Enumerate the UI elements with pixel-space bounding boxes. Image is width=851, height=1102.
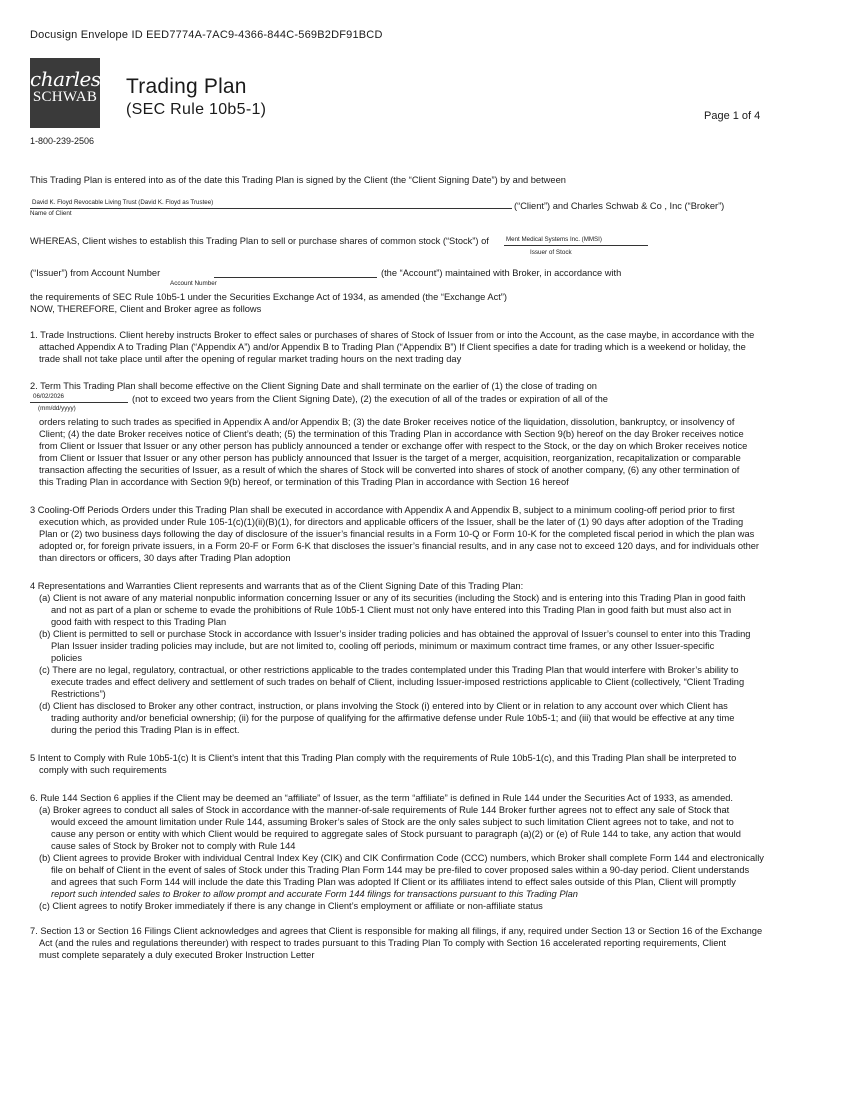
- section-6a-line: would exceed the amount limitation under Rule 144, assuming Broker’s sales of Stock are the only sales subject to such limitation Client agrees not to take, and not to: [51, 817, 734, 827]
- client-suffix: (“Client”) and Charles Schwab & Co , Inc (“Broker”): [514, 201, 725, 211]
- section-2-line-1: 2. Term This Trading Plan shall become effective on the Client Signing Date and shall terminate on the earlier of (1) the close of trading on: [30, 381, 597, 391]
- issuer-line: [504, 245, 648, 246]
- section-2-line-2: (not to exceed two years from the Client Signing Date), (2) the execution of all of the trades or expiration of all of the: [132, 394, 608, 404]
- section-6b-line: and agrees that such Form 144 will include the date this Trading Plan was adopted If Client or its affiliates intend to effect sales outside of this Plan, Client will promptly: [51, 877, 736, 887]
- section-3-line: 3 Cooling-Off Periods Orders under this Trading Plan shall be executed in accordance with Appendix A and Appendix B, subject to a minimum cooling-off period prior to first: [30, 505, 735, 515]
- section-6b-line: (b) Client agrees to provide Broker with individual Central Index Key (CIK) and CIK Confirmation Code (CCC) numbers, which Broker shall complete Form 144 and electronically: [39, 853, 764, 863]
- section-4a-line: (a) Client is not aware of any material nonpublic information concerning Issuer or any of its securities (including the Stock) and is entering into this Trading Plan in good faith: [39, 593, 746, 603]
- section-3-line: adopted or, for foreign private issuers, in a Form 20-F or Form 6-K that discloses the issuer’s financial results, and in any case not to exceed 120 days, and for individuals other: [39, 541, 760, 551]
- section-4d-line: during the period this Trading Plan is in effect.: [51, 725, 240, 735]
- section-6a-line: (a) Broker agrees to conduct all sales of Stock in accordance with the manner-of-sale requirements of Rule 144 Broker further agrees not to effect any sale of Stock that: [39, 805, 730, 815]
- intro-text: This Trading Plan is entered into as of the date this Trading Plan is signed by the Client (the “Client Signing Date”) by and between: [30, 175, 566, 185]
- logo-line-1: charles: [30, 67, 101, 91]
- section-5-line: comply with such requirements: [39, 765, 167, 775]
- section-6b-line: file on behalf of Client in the event of sales of Stock under this Trading Plan Form 144 may be pre-filed to cover proposed sales within a 90-day period. Client understands: [51, 865, 750, 875]
- whereas-text: WHEREAS, Client wishes to establish this Trading Plan to sell or purchase shares of common stock (“Stock”) of: [30, 236, 489, 246]
- section-2-line: orders relating to such trades as specified in Appendix A and/or Appendix B; (3) the date Broker receives notice of the liquidation, dissolution, bankruptcy, or insolvency of: [39, 417, 735, 427]
- section-4-heading: 4 Representations and Warranties Client represents and warrants that as of the Client Signing Date of this Trading Plan:: [30, 581, 524, 591]
- account-number-line[interactable]: [214, 277, 377, 278]
- client-name-label: Name of Client: [30, 210, 72, 217]
- client-name-value[interactable]: David K. Floyd Revocable Living Trust (David K. Floyd as Trustee): [32, 199, 214, 206]
- section-7-line: must complete separately a duly executed Broker Instruction Letter: [39, 950, 315, 960]
- account-prefix: (“Issuer”) from Account Number: [30, 268, 161, 278]
- section-4d-line: trading authority and/or beneficial ownership; (ii) for the purpose of qualifying for the affirmative defense under Rule 10b5-1; and (iii) that would be effective at any time: [51, 713, 735, 723]
- section-4d-line: (d) Client has disclosed to Broker any other contract, instruction, or plans involving the Stock (i) entered into by Client or in relation to any account over which Client has: [39, 701, 728, 711]
- termination-date-line: [30, 402, 128, 403]
- section-4b-line: policies: [51, 653, 83, 663]
- section-4c-line: Restrictions”): [51, 689, 106, 699]
- now-therefore-line: NOW, THEREFORE, Client and Broker agree as follows: [30, 304, 262, 314]
- section-4b-line: Plan Issuer insider trading policies may include, but are not limited to, cooling off periods, minimum or maximum contract time frames, or any other Issuer-specific: [51, 641, 715, 651]
- section-4c-line: execute trades and effect delivery and settlement of such trades on behalf of Client, including Issuer-imposed restrictions applicable to Client (collectively, “Client Trading: [51, 677, 745, 687]
- section-2-line: from Client or Issuer that Issuer or any other person has publicly announced a tender or exchange offer with respect to the Stock, or the day on which Broker receives notice: [39, 441, 748, 451]
- section-6c-line: (c) Client agrees to notify Broker immediately if there is any change in Client’s employment or affiliate or non-affiliate status: [39, 901, 543, 911]
- section-7-line: Act (and the rules and regulations thereunder) with respect to trades pursuant to this Trading Plan To comply with Section 16 accelerated reporting requirements, Client: [39, 938, 727, 948]
- section-2-line: transaction affecting the securities of Issuer, as a result of which the shares of Stock will be converted into shares of stock of another company, (6) any other termination of: [39, 465, 740, 475]
- page-number: Page 1 of 4: [704, 110, 761, 122]
- section-2-line: this Trading Plan in accordance with Section 9(b) hereof, or termination of this Trading Plan in accordance with Section 16 hereof: [39, 477, 569, 487]
- section-5-line: 5 Intent to Comply with Rule 10b5-1(c) It is Client’s intent that this Trading Plan comply with the requirements of Rule 10b5-1(c), and this Trading Plan shall be interpreted to: [30, 753, 737, 763]
- section-6b-italic-line: report such intended sales to Broker to allow prompt and accurate Form 144 filings for transactions pursuant to this Trading Plan: [51, 889, 578, 899]
- envelope-id: Docusign Envelope ID EED7774A-7AC9-4366-844C-569B2DF91BCD: [30, 29, 383, 41]
- section-3-line: execution which, as provided under Rule 105-1(c)(1)(ii)(B)(1), for directors and applicable officers of the Issuer, shall be the later of (1) 90 days after adoption of the Trading: [39, 517, 744, 527]
- section-4a-line: and not as part of a plan or scheme to evade the prohibitions of Rule 10b5-1 Client must not only have entered into this Trading Plan in good faith but must also act in: [51, 605, 732, 615]
- termination-date-value[interactable]: 06/02/2026: [33, 393, 64, 400]
- termination-date-label: (mm/dd/yyyy): [38, 405, 76, 412]
- account-suffix: (the “Account”) maintained with Broker, in accordance with: [381, 268, 622, 278]
- page-subtitle: (SEC Rule 10b5-1): [126, 101, 267, 118]
- section-7-line: 7. Section 13 or Section 16 Filings Client acknowledges and agrees that Client is responsible for making all filings, if any, required under Section 13 or Section 16 of the Exchange: [30, 926, 763, 936]
- section-2-line: Client; (4) the date Broker receives notice of Client’s death; (5) the termination of this Trading Plan in accordance with Section 9(b) hereof on the day Broker receives notice: [39, 429, 744, 439]
- section-6a-line: cause sales of Stock by Broker not to comply with Rule 144: [51, 841, 296, 851]
- client-name-line: [30, 208, 512, 209]
- issuer-label: Issuer of Stock: [530, 249, 572, 256]
- section-3-line: than directors or officers, 30 days after Trading Plan adoption: [39, 553, 291, 563]
- section-1-line-1: 1. Trade Instructions. Client hereby instructs Broker to effect sales or purchases of shares of Stock of Issuer from or into the Account, as the case maybe, in accordance with the: [30, 330, 755, 340]
- issuer-value[interactable]: Ment Medical Systems Inc. (MMSI): [506, 236, 602, 243]
- section-1-line-2: attached Appendix A to Trading Plan (“Appendix A”) and/or Appendix B to Trading Plan (“Appendix B”) If Client specifies a date for trading which is a weekend or holiday, the: [39, 342, 746, 352]
- section-2-line: from Client or Issuer that Issuer or any other person has publicly announced that Issuer is the target of a merger, acquisition, reorganization, recapitalization or comparable: [39, 453, 741, 463]
- section-3-line: Plan or (2) two business days following the day of disclosure of the issuer’s financial results in a Form 10-Q or Form 10-K for the completed fiscal period in which the plan was: [39, 529, 755, 539]
- section-4b-line: (b) Client is permitted to sell or purchase Stock in accordance with Issuer’s insider trading policies and has obtained the approval of Issuer’s counsel to enter into this Trading: [39, 629, 751, 639]
- phone-number: 1-800-239-2506: [30, 136, 95, 146]
- logo-line-2: SCHWAB: [32, 89, 98, 105]
- page-title: Trading Plan: [126, 75, 247, 98]
- section-6a-line: cause any person or entity with which Client would be required to aggregate sales of Stock pursuant to paragraph (a)(2) or (e) of Rule 144 to take, any action that would: [51, 829, 741, 839]
- section-4c-line: (c) There are no legal, regulatory, contractual, or other restrictions applicable to the trades contemplated under this Trading Plan that would interfere with Broker’s ability to: [39, 665, 739, 675]
- section-4a-line: good faith with respect to this Trading Plan: [51, 617, 227, 627]
- schwab-logo: [30, 58, 100, 128]
- section-6-heading: 6. Rule 144 Section 6 applies if the Client may be deemed an “affiliate” of Issuer, as the term “affiliate” is defined in Rule 144 under the Securities Act of 1933, as amended.: [30, 793, 734, 803]
- requirements-line: the requirements of SEC Rule 10b5-1 under the Securities Exchange Act of 1934, as amended (the “Exchange Act”): [30, 292, 508, 302]
- section-1-line-3: trade shall not take place until after the opening of regular market trading hours on the next trading day: [39, 354, 462, 364]
- account-number-label: Account Number: [170, 280, 217, 287]
